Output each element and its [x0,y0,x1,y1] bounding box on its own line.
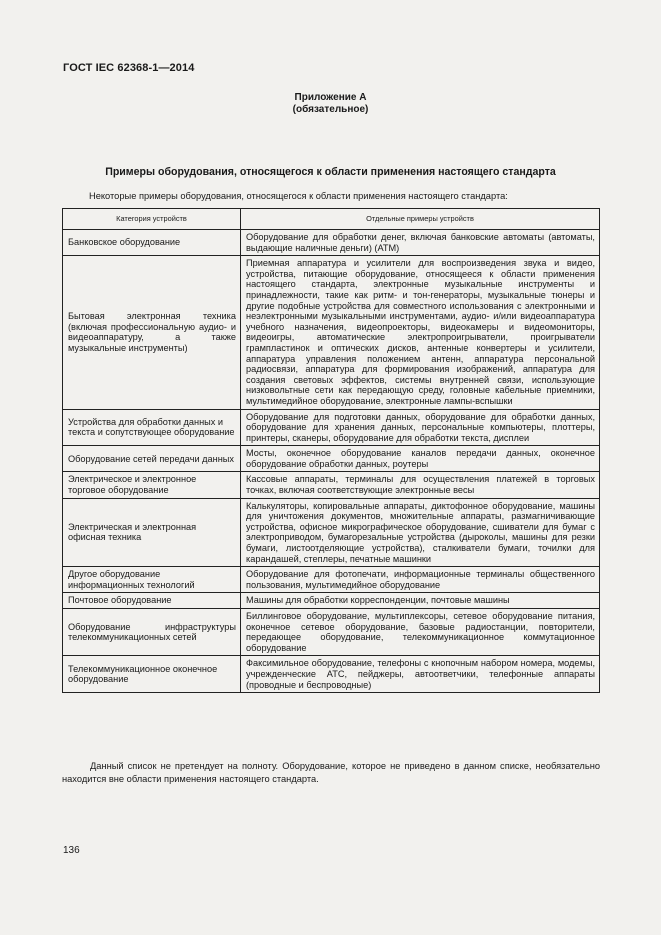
header-category: Категория устройств [63,209,241,230]
row-examples: Машины для обработки корреспонденции, почтовые машины [241,593,600,609]
table-row [63,609,600,656]
footnote-paragraph: Данный список не претендует на полноту. Оборудование, которое не приведено в данном списке, необязательно находится вне области применения настоящего стандарта. [62,761,600,784]
standard-designation: ГОСТ IEC 62368-1—2014 [63,62,195,74]
row-examples: Биллинговое оборудование, мультиплексоры, сетевое оборудование питания, оконечное сетевое оборудование, базовые радиостанции, повторители, передающее оборудование, телекоммуникационное коммутационное оборудование [241,609,600,656]
table-row [63,472,600,498]
row-category: Устройства для обработки данных и текста и сопутствующее оборудование [63,409,241,446]
appendix-title: Приложение А [294,92,367,103]
row-category: Оборудование сетей передачи данных [63,446,241,472]
table-header-row [63,209,600,230]
table-row [63,498,600,567]
row-category: Электрическое и электронное торговое оборудование [63,472,241,498]
row-examples: Приемная аппаратура и усилители для воспроизведения звука и видео, устройства, питающие оборудование, относящееся к области применения настоящего стандарта, электронные музыкальные инструменты и принадлежности, такие как ритм- и тон-генераторы, музыкальные тюнеры и другие подобные устройства для совместного использования с электронными и неэлектронными музыкальными инструментами, аудио- и/или видеоаппаратура учебного назначения, видеопроекторы, видеокамеры и видеомониторы, видеоигры, автоматические электропроигрыватели, проигрыватели грампластинок и оптических дисков, антенные конвертеры и усилители, аппаратура управления положением антенн, аппаратура персональной радиосвязи, аппаратура для формирования изображений, аппаратура для создания световых эффектов, системы внутренней связи, использующие низковольтные сети как передающую среду, головные кабельные приемники, мультимедийное оборудование, электронные лампы-вспышки [241,256,600,409]
table-row [63,593,600,609]
row-examples: Оборудование для подготовки данных, оборудование для обработки данных, оборудование для хранения данных, персональные компьютеры, плоттеры, принтеры, сканеры, оборудование для обработки текста, дисплеи [241,409,600,446]
table-row [63,409,600,446]
row-category: Банковское оборудование [63,230,241,256]
row-category: Электрическая и электронная офисная техника [63,498,241,567]
row-category: Телекоммуникационное оконечное оборудование [63,656,241,693]
page-number: 136 [63,845,80,856]
row-examples: Мосты, оконечное оборудование каналов передачи данных, оконечное оборудование обработки данных, роутеры [241,446,600,472]
row-category: Почтовое оборудование [63,593,241,609]
row-category: Другое оборудование информационных технологий [63,567,241,593]
table-row [63,656,600,693]
intro-paragraph: Некоторые примеры оборудования, относящегося к области применения настоящего стандарта: [89,191,508,201]
header-examples: Отдельные примеры устройств [241,209,600,230]
row-examples: Оборудование для обработки денег, включая банковские автоматы (автоматы, выдающие наличные деньги) (АТМ) [241,230,600,256]
row-examples: Факсимильное оборудование, телефоны с кнопочным набором номера, модемы, учрежденческие АТС, пейджеры, автоответчики, телефонные аппараты (проводные и беспроводные) [241,656,600,693]
table-row [63,567,600,593]
table-row [63,230,600,256]
table-row [63,256,600,409]
appendix-subtitle: (обязательное) [292,104,369,115]
row-examples: Калькуляторы, копировальные аппараты, диктофонное оборудование, машины для уничтожения документов, множительные аппараты, размагничивающие устройства, офисное микрографическое оборудование, сшиватели для бумаг с электроприводом, бумагорезальные устройства (дыроколы, машины для резки бумаги, листоотделяющие устройства), сталкиватели бумаги, точилки для карандашей, степлеры, печатные машинки [241,498,600,567]
row-category: Оборудование инфраструктуры телекоммуникационных сетей [63,609,241,656]
row-category: Бытовая электронная техника (включая профессиональную аудио- и видеоаппаратуру, а также музыкальные инструменты) [63,256,241,409]
table-row [63,446,600,472]
row-examples: Оборудование для фотопечати, информационные терминалы общественного пользования, мультимедийное оборудование [241,567,600,593]
row-examples: Кассовые аппараты, терминалы для осуществления платежей в торговых точках, включая соответствующие электронные весы [241,472,600,498]
appendix-heading [0,92,661,116]
section-title: Примеры оборудования, относящегося к области применения настоящего стандарта [105,166,556,178]
equipment-table [62,208,600,693]
